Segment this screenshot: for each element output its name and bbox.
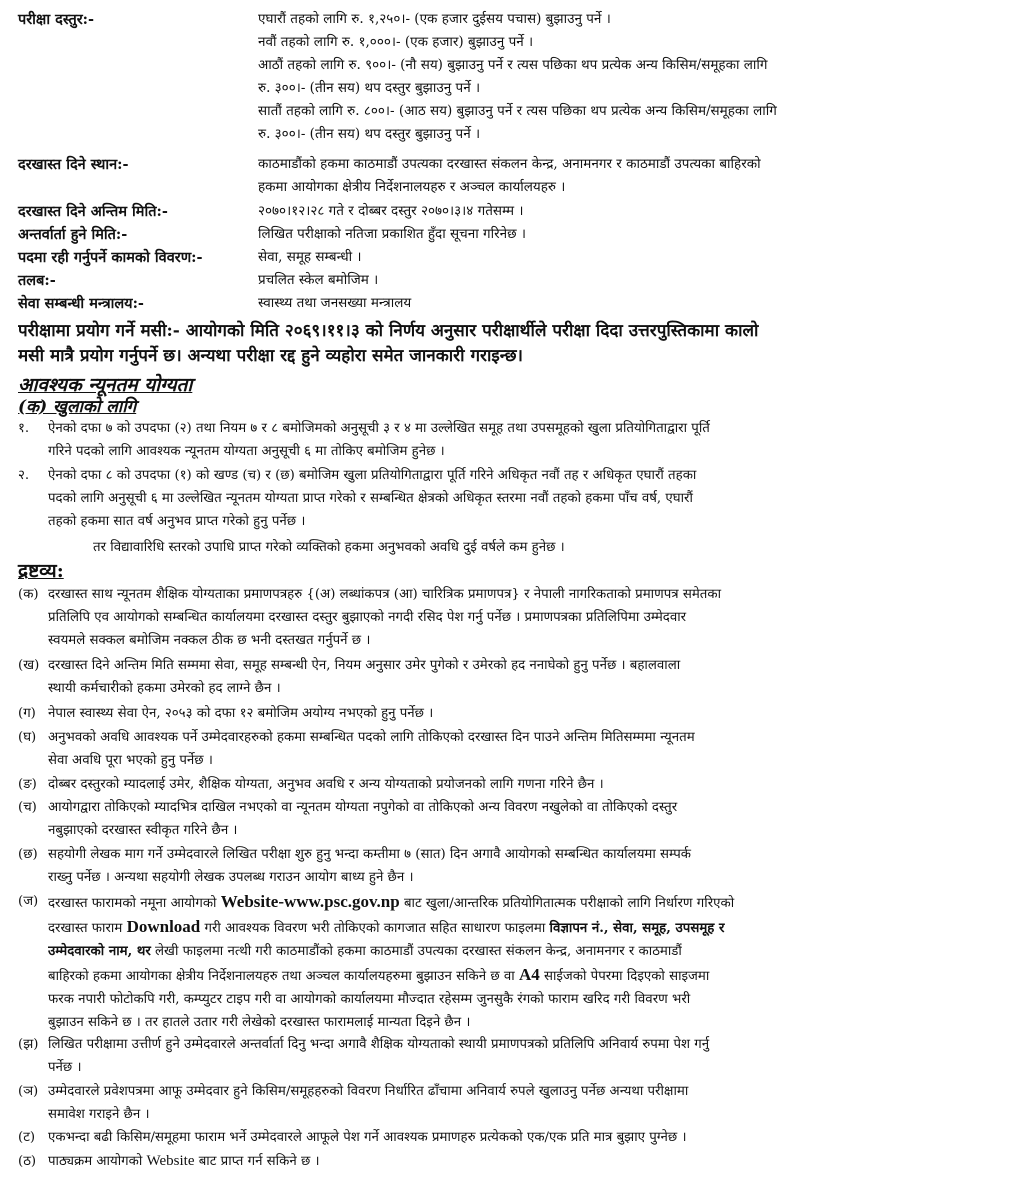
note-item [18,702,997,725]
note-item-line: अनुभवको अवधि आवश्यक पर्ने उम्मेदवारहरुको हकमा सम्बन्धित पदको लागि तोकिएको दरखास्त दिन पाउने अन्तिम मितिसम्ममा न्यूनतम [48,730,695,745]
salary-value: प्रचलित स्केल बमोजिम । [258,272,379,288]
note-item-text [48,773,997,796]
website-link[interactable]: Website-www.psc.gov.np [220,892,400,911]
note-item-marker: (ज) [18,894,39,909]
note-item-line: सेवा अवधि पूरा भएको हुनु पर्नेछ । [48,753,213,768]
website-text: Website [146,1153,195,1169]
note-item-line: फरक नपारी फोटोकपि गरी, कम्प्युटर टाइप गरी वा आयोगको कार्यालयमा मौज्दात रहेसम्म जुनसुकै रंगको फाराम खरिद गरी विवरण भरी [48,992,691,1007]
note-item-line: दरखास्त दिने अन्तिम मिति सम्ममा सेवा, समूह सम्बन्धी ऐन, नियम अनुसार उमेर पुगेको र उमेरको हद ननाघेको हुनु पर्नेछ । बहालवाला [48,658,681,673]
exam-fee-line: रु. ३००।- (तीन सय) थप दस्तुर बुझाउनु पर्ने । [258,80,481,96]
note-item-text [48,726,997,772]
note-item-text [48,654,997,700]
text-span: पाठ्यक्रम आयोगको [48,1154,143,1169]
qual-item [18,417,997,463]
bold-text: विज्ञापन नं., सेवा, समूह, उपसमूह र [549,921,725,936]
note-item-marker: (घ) [18,730,37,745]
application-place-label: दरखास्त दिने स्थान:- [18,156,129,173]
download-text: Download [126,917,201,936]
note-item-text [48,843,997,889]
text-span: साईजको पेपरमा दिइएको साइजमा [543,969,710,984]
note-item-line: राख्नु पर्नेछ । अन्यथा सहयोगी लेखक उपलब्ध गराउन आयोग बाध्य हुने छैन । [48,870,414,885]
qual-item-marker: २. [18,468,30,483]
note-item-marker: (क) [18,587,39,602]
job-desc-value: सेवा, समूह सम्बन्धी । [258,249,362,265]
bold-text: उम्मेदवारको नाम, थर [48,944,151,959]
note-item-line: नबुझाएको दरखास्त स्वीकृत गरिने छैन । [48,823,238,838]
text-span: दरखास्त फारामको नमूना आयोगको [48,896,217,911]
interview-label: अन्तर्वार्ता हुने मिति:- [18,226,128,243]
exam-fee-section [18,8,997,148]
note-item-text [48,702,997,725]
note-item-marker: (छ) [18,847,38,862]
note-item-text [48,890,997,1034]
note-item [18,796,997,842]
salary-label: तलब:- [18,272,56,289]
note-item-text [48,1126,997,1149]
note-item-line: एकभन्दा बढी किसिम/समूहमा फाराम भर्ने उम्मेदवारले आफूले पेश गर्ने आवश्यक प्रमाणहरु प्रत्येकको एक/एक प्रति मात्र बुझाए पुग्नेछ । [48,1130,687,1145]
note-item [18,843,997,889]
note-item-line: समावेश गराइने छैन । [48,1107,150,1122]
notes-heading: द्रष्टव्य: [18,560,64,582]
note-item-line: लिखित परीक्षामा उत्तीर्ण हुने उम्मेदवारले अन्तर्वार्ता दिनु भन्दा अगावै शैक्षिक योग्यताको स्थायी प्रमाणपत्रको प्रतिलिपि अनिवार्य रुपमा पेश गर्नु [48,1037,710,1052]
text-span: बाट प्राप्त गर्न सकिने छ । [198,1154,320,1169]
ministry-value: स्वास्थ्य तथा जनसख्या मन्त्रालय [258,295,412,311]
note-item-line [48,890,997,915]
note-item [18,1080,997,1126]
note-item-text [48,583,997,652]
note-item-line: दरखास्त साथ न्यूनतम शैक्षिक योग्यताका प्रमाणपत्रहरु {(अ) लब्धांकपत्र (आ) चारित्रिक प्रमाणपत्र} र नेपाली नागरिकताको प्रमाणपत्र समेतका [48,587,722,602]
note-item-marker: (ट) [18,1130,36,1145]
ink-notice-line: परीक्षामा प्रयोग गर्ने मसी:- आयोगको मिति २०६९।११।३ को निर्णय अनुसार परीक्षार्थीले परीक्षा दिदा उत्तरपुस्तिकामा कालो [18,321,759,341]
note-item-line [48,963,997,988]
exam-fee-line: नवौं तहको लागि रु. १,०००।- (एक हजार) बुझाउनु पर्ने । [258,34,534,50]
deadline-label: दरखास्त दिने अन्तिम मिति:- [18,203,168,220]
exam-fee-label: परीक्षा दस्तुर:- [18,11,95,28]
text-span: लेखी फाइलमा नत्थी गरी काठमाडौंको हकमा काठमाडौं उपत्यका दरखास्त संकलन केन्द्र, अनामनगर र काठमाडौं [155,944,682,959]
note-item-line [48,940,997,963]
a4-text: A4 [518,965,540,984]
qual-note-text [93,536,997,559]
note-item-text [48,1080,997,1126]
job-desc-row [18,246,997,269]
application-place-line: काठमाडौंको हकमा काठमाडौं उपत्यका दरखास्त संकलन केन्द्र, अनामनगर र काठमाडौं उपत्यका बाहिरको [258,156,761,172]
qual-item-line: ऐनको दफा ८ को उपदफा (१) को खण्ड (च) र (छ) बमोजिम खुला प्रतियोगिताद्वारा पूर्ति गरिने अधिकृत नवौं तह र अधिकृत एघारौं तहका [48,468,697,483]
note-item-text [48,1033,997,1079]
note-item-line: उम्मेदवारले प्रवेशपत्रमा आफू उम्मेदवार हुने किसिम/समूहहरुको विवरण निर्धारित ढाँचामा अनिवार्य रुपले खुलाउनु पर्नेछ अन्यथा परीक्षामा [48,1084,689,1099]
note-item-line: आयोगद्वारा तोकिएको म्यादभित्र दाखिल नभएको वा न्यूनतम योग्यता नपुगेको वा तोकिएको अन्य विवरण नखुलेको वा तोकिएको दस्तुर [48,800,678,815]
note-item [18,1126,997,1149]
deadline-row [18,200,997,223]
note-item-marker: (च) [18,800,37,815]
note-item-line: पर्नेछ । [48,1060,82,1075]
application-place-section [18,153,997,201]
note-item-marker: (झ) [18,1037,39,1052]
qual-item-marker: १. [18,421,30,436]
application-place-value [258,153,997,199]
note-item-marker: (ग) [18,706,36,721]
note-item-line: नेपाल स्वास्थ्य सेवा ऐन, २०५३ को दफा १२ बमोजिम अयोग्य नभएको हुनु पर्नेछ । [48,706,434,721]
deadline-value: २०७०।१२।२८ गते र दोब्बर दस्तुर २०७०।३।४ गतेसम्म । [258,203,524,219]
qual-note [18,536,997,559]
ministry-label: सेवा सम्बन्धी मन्त्रालय:- [18,295,144,312]
note-item [18,773,997,796]
note-item-line [48,915,997,940]
note-item-marker: (ठ) [18,1154,37,1169]
application-place-line: हकमा आयोगका क्षेत्रीय निर्देशनालयहरु र अञ्चल कार्यालयहरु । [258,179,566,195]
text-span: गरी आवश्यक विवरण भरी तोकिएको कागजात सहित साधारण फाइलमा [204,921,546,936]
note-item-text [48,1150,997,1173]
note-item-line: बुझाउन सकिने छ । तर हातले उतार गरी लेखेको दरखास्त फारामलाई मान्यता दिइने छैन । [48,1015,471,1030]
ink-notice [18,319,997,369]
exam-fee-line: एघारौं तहको लागि रु. १,२५०।- (एक हजार दुईसय पचास) बुझाउनु पर्ने । [258,11,611,27]
note-item [18,726,997,772]
note-item-website [18,890,997,1030]
note-item-line: सहयोगी लेखक माग गर्ने उम्मेदवारले लिखित परीक्षा शुरु हुनु भन्दा कम्तीमा ७ (सात) दिन अगावै आयोगको सम्बन्धित कार्यालयमा सम्पर्क [48,847,692,862]
qual-item-line: पदको लागि अनुसूची ६ मा उल्लेखित न्यूनतम योग्यता प्राप्त गरेको र सम्बन्धित क्षेत्रको अधिकृत स्तरमा नवौं तहको हकमा पाँच वर्ष, एघारौं [48,491,693,506]
min-qual-heading: आवश्यक न्यूनतम योग्यता [18,374,193,396]
note-item [18,583,997,653]
interview-row [18,223,997,246]
exam-fee-line: सातौं तहको लागि रु. ८००।- (आठ सय) बुझाउनु पर्ने र त्यस पछिका थप प्रत्येक अन्य किसिम/समूहका लागि [258,103,777,119]
exam-fee-line: आठौं तहको लागि रु. ९००।- (नौ सय) बुझाउनु पर्ने र त्यस पछिका थप प्रत्येक अन्य किसिम/समूहका लागि [258,57,768,73]
note-item [18,654,997,700]
note-item-marker: (ङ) [18,777,37,792]
note-item-line: दोब्बर दस्तुरको म्यादलाई उमेर, शैक्षिक योग्यता, अनुभव अवधि र अन्य योग्यताको प्रयोजनको लागि गणना गरिने छैन । [48,777,604,792]
note-item-line [48,1150,997,1173]
text-span: बाट खुला/आन्तरिक प्रतियोगितात्मक परीक्षाको लागि निर्धारण गरिएको [403,896,735,911]
note-item-line: प्रतिलिपि एव आयोगको सम्बन्धित कार्यालयमा दरखास्त दस्तुर बुझाएको नगदी रसिद पेश गर्नु पर्नेछ । प्रमाणपत्रका प्रतिलिपिमा उम्मेदवार [48,610,687,625]
text-span: दरखास्त फाराम [48,921,123,936]
qual-item [18,464,997,534]
note-item [18,1033,997,1079]
qual-item-text [48,464,997,533]
job-desc-label: पदमा रही गर्नुपर्ने कामको विवरण:- [18,249,203,266]
qual-item-line: तहको हकमा सात वर्ष अनुभव प्राप्त गरेको हुनु पर्नेछ । [48,514,306,529]
note-item-line: स्थायी कर्मचारीको हकमा उमेरको हद लाग्ने छैन । [48,681,281,696]
note-item-marker: (ख) [18,658,40,673]
note-item-text [48,796,997,842]
ink-notice-line: मसी मात्रै प्रयोग गर्नुपर्ने छ। अन्यथा परीक्षा रद्द हुने व्यहोरा समेत जानकारी गराइन्छ। [18,346,523,366]
salary-row [18,269,997,292]
text-span: बाहिरको हकमा आयोगका क्षेत्रीय निर्देशनालयहरु तथा अञ्चल कार्यालयहरुमा बुझाउन सकिने छ वा [48,969,515,984]
qual-item-text [48,417,997,463]
qual-item-line: गरिने पदको लागि आवश्यक न्यूनतम योग्यता अनुसूची ६ मा तोकिए बमोजिम हुनेछ । [48,444,445,459]
note-item-marker: (ञ) [18,1084,39,1099]
note-item [18,1150,997,1173]
ministry-row [18,292,997,315]
exam-fee-value [258,8,997,146]
qual-note-line: तर विद्यावारिधि स्तरको उपाधि प्राप्त गरेको व्यक्तिको हकमा अनुभवको अवधि दुई वर्षले कम हुनेछ । [93,540,565,555]
min-qual-subheading: (क) खुलाको लागि [18,397,137,417]
note-item-line: स्वयमले सक्कल बमोजिम नक्कल ठीक छ भनी दस्तखत गर्नुपर्ने छ । [48,633,371,648]
interview-value: लिखित परीक्षाको नतिजा प्रकाशित हुँदा सूचना गरिनेछ । [258,226,526,242]
qual-item-line: ऐनको दफा ७ को उपदफा (२) तथा नियम ७ र ८ बमोजिमको अनुसूची ३ र ४ मा उल्लेखित समूह तथा उपसमूहको खुला प्रतियोगिताद्वारा पूर्ति [48,421,710,436]
exam-fee-line: रु. ३००।- (तीन सय) थप दस्तुर बुझाउनु पर्ने । [258,126,481,142]
